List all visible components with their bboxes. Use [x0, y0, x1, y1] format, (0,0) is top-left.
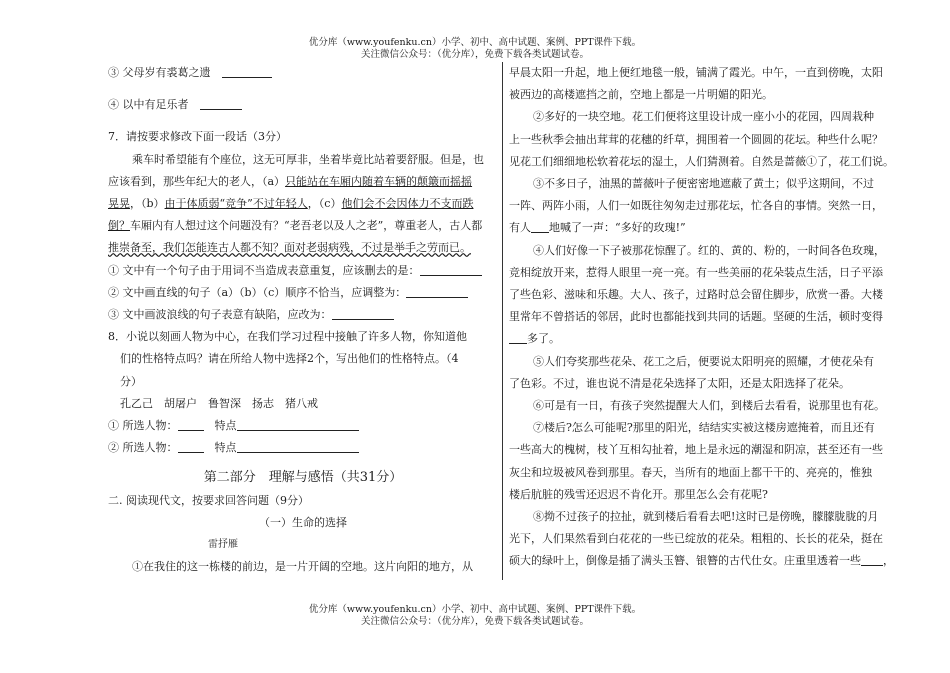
- passage-line: 了些色彩、滋味和乐趣。大人、孩子，过路时总会留住脚步，欣赏一番。大楼: [509, 288, 883, 302]
- q7-paragraph-line: 应该看到，那些年纪大的老人，（a）只能站在车厢内随着车辆的颠簸而摇摇: [108, 174, 473, 188]
- character-blank[interactable]: [178, 417, 204, 431]
- underlined-sentence-a: 只能站在车厢内随着车辆的颠簸而摇摇: [285, 174, 473, 188]
- q7-paragraph-line: 晃晃，（b）由于体质弱“竞争”不过年轻人，（c）他们会不会因体力不支而跌: [108, 197, 474, 211]
- passage-line: 上一些秋季会抽出茸茸的花穗的纤草，拥围着一个圆圆的花坛。种些什么呢？: [509, 132, 883, 146]
- part-two-title: 第二部分 理解与感悟（共31分）: [203, 470, 403, 486]
- answer-blank[interactable]: [222, 64, 272, 78]
- q6-item-3: ③ 父母岁有裘葛之遗: [108, 62, 498, 84]
- answer-blank[interactable]: [509, 330, 527, 344]
- passage-title: （一）生命的选择: [259, 515, 347, 529]
- passage-line: 竞相绽放开来，惹得人眼里一亮一亮。有一些美丽的花朵装点生活，日子平添: [509, 265, 883, 279]
- section-two-title: 二. 阅读现代文，按要求回答问题（9分）: [108, 493, 309, 507]
- underlined-sentence-c: 他们会不会因体力不支而跌: [341, 197, 474, 211]
- passage-line: 早晨太阳一升起，地上便红地毯一般，铺满了霞光。中午，一直到傍晚，太阳: [509, 66, 883, 79]
- passage-line: ⑦楼后?怎么可能呢?那里的阳光，结结实实被这楼房遮掩着，而且还有: [533, 421, 875, 435]
- answer-blank[interactable]: [200, 96, 242, 110]
- underlined-sentence-b: 由于体质弱“竞争”不过年轻人: [164, 197, 308, 211]
- footer-line-1: 优分库（www.youfenku.cn）小学、初中、高中试题、案例、PPT课件下载。: [308, 604, 642, 615]
- header-line-2: 关注微信公众号：（优分库），免费下载各类试题试卷。: [360, 49, 589, 60]
- passage-line: 多了。: [509, 328, 899, 350]
- passage-line: 被西边的高楼遮挡之前，空地上都是一片明媚的阳光。: [509, 88, 773, 102]
- q7-paragraph-line: [108, 237, 498, 259]
- q7-title: 7．请按要求修改下面一段话（3分）: [108, 130, 287, 144]
- answer-blank[interactable]: [861, 552, 883, 566]
- answer-blank[interactable]: [531, 219, 549, 233]
- q6-item-4: ④ 以中有足乐者: [108, 94, 498, 116]
- passage-line: ④人们好像一下子被那花惊醒了。红的、黄的、粉的，一时间各色玫瑰，: [533, 243, 885, 257]
- header-line-1: 优分库（www.youfenku.cn）小学、初中、高中试题、案例、PPT课件下载。: [308, 37, 642, 48]
- q8-answer-1: ① 所选人物： 特点: [108, 415, 498, 437]
- q7-paragraph-line: 倒？车厢内有人想过这个问题没有？“老吾老以及人之老”，尊重老人，古人都: [108, 219, 483, 233]
- passage-line: 里常年不曾搭话的邻居，此时也都能找到共同的话题。坚硬的生活，顿时变得: [509, 310, 883, 324]
- q8-character-list: 孔乙己 胡屠户 鲁智深 扬志 猪八戒: [120, 396, 318, 410]
- trait-blank[interactable]: [237, 439, 359, 453]
- passage-line: ②多好的一块空地。花工们便将这里设计成一座小小的花园，四周栽种: [533, 110, 874, 124]
- answer-blank[interactable]: [420, 262, 482, 276]
- answer-blank[interactable]: [332, 306, 394, 320]
- passage-line: ⑧拗不过孩子的拉扯，就到楼后看看去吧!这时已是傍晚，朦朦胧胧的月: [533, 510, 879, 524]
- passage-line: 一阵、两阵小雨，人们一如既往匆匆走过那花坛，忙各自的事情。突然一日，: [509, 199, 883, 213]
- q8-line: 们的性格特点吗？请在所给人物中选择2个，写出他们的性格特点。（4: [120, 352, 459, 366]
- answer-blank[interactable]: [406, 284, 468, 298]
- passage-line: 光下，人们果然看到白花花的一些已绽放的花朵。粗粗的、长长的花朵，挺在: [509, 532, 883, 546]
- footer-line-2: 关注微信公众号：（优分库），免费下载各类试题试卷。: [360, 616, 589, 627]
- character-blank[interactable]: [178, 439, 204, 453]
- left-column: [108, 62, 498, 578]
- page-footer: [0, 604, 950, 628]
- q7-paragraph-line: 乘车时希望能有个座位，这无可厚非，坐着毕竟比站着要舒服。但是，也: [132, 152, 484, 166]
- passage-line: 有人 地喊了一声：“多好的玫瑰!”: [509, 221, 686, 235]
- trait-blank[interactable]: [237, 417, 359, 431]
- page-header: [0, 37, 950, 61]
- q7-subquestion-1: ① 文中有一个句子由于用词不当造成表意重复，应该删去的是：: [108, 260, 498, 282]
- passage-line: 灰尘和垃圾被风卷到那里。春天，当所有的地面上都干干的、亮亮的，惟独: [509, 465, 872, 479]
- passage-line: 硕大的绿叶上，倒像是插了满头玉簪、银簪的古代仕女。庄重里透着一些 ，: [509, 554, 894, 568]
- passage-line: 楼后肮脏的残雪还迟迟不肯化开。那里怎么会有花呢?: [509, 487, 768, 501]
- passage-line: ⑤人们夸奖那些花朵、花工之后，便要说太阳明亮的照耀，才使花朵有: [533, 354, 874, 368]
- passage-line: 见花工们细细地松软着花坛的湿土，人们猜测着。自然是蔷薇①了，花工们说。: [509, 154, 894, 168]
- passage-author: 雷抒雁: [208, 539, 238, 551]
- passage-line: 了色彩。不过，谁也说不清是花朵选择了太阳，还是太阳选择了花朵。: [509, 376, 850, 390]
- wavy-underlined-text: 推崇备至，我们怎能连古人都不知？面对老弱病残，不过是举手之劳而已。: [108, 241, 471, 255]
- q7-subquestion-2: ② 文中画直线的句子（a）（b）（c）顺序不恰当，应调整为：: [108, 282, 498, 304]
- column-divider: [502, 62, 503, 580]
- passage-line: ⑥可是有一日，有孩子突然提醒大人们，到楼后去看看，说那里也有花。: [533, 399, 885, 413]
- passage-paragraph-1: ①在我住的这一栋楼的前边，是一片开阔的空地。这片向阳的地方，从: [132, 560, 473, 574]
- q7-subquestion-3: ③ 文中画波浪线的句子表意有缺陷，应改为：: [108, 304, 498, 326]
- q8-line: 分）: [120, 374, 142, 388]
- passage-line: ③不多日子，油黑的蔷薇叶子便密密地遮蔽了黄土；似乎这期间，不过: [533, 177, 874, 191]
- q8-answer-2: ② 所选人物： 特点: [108, 437, 498, 459]
- passage-line: 一些高大的槐树，枝丫互相勾扯着，地上是永远的潮湿和阴凉，甚至还有一些: [509, 443, 883, 457]
- right-column: [509, 62, 899, 573]
- q8-line: 8．小说以刻画人物为中心，在我们学习过程中接触了许多人物，你知道他: [108, 330, 467, 344]
